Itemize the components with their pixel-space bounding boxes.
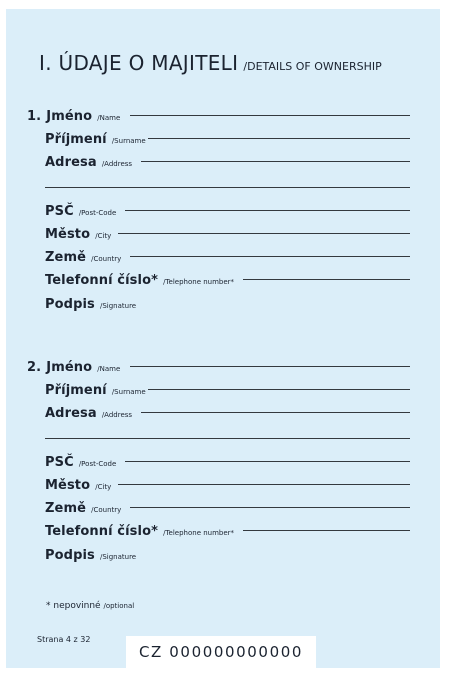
footnote-text: * nepovinné bbox=[46, 601, 101, 611]
owner1-number: 1. bbox=[27, 109, 42, 124]
owner1-phone-row[interactable] bbox=[6, 269, 440, 289]
owner1-signature-label: Podpis bbox=[45, 297, 95, 312]
owner1-address-label: Adresa bbox=[45, 155, 97, 170]
owner2-address-sublabel: /Address bbox=[101, 411, 133, 419]
owner2-surname-label: Příjmení bbox=[45, 383, 107, 398]
footnote-sublabel: /optional bbox=[103, 602, 135, 610]
owner2-address-line-2[interactable] bbox=[45, 438, 410, 439]
owner2-phone-row[interactable] bbox=[6, 520, 440, 540]
owner2-postcode-field[interactable] bbox=[125, 461, 410, 462]
owner2-phone-field[interactable] bbox=[243, 530, 410, 531]
owner1-name-row[interactable] bbox=[6, 105, 440, 125]
owner2-name-field[interactable] bbox=[130, 366, 410, 367]
owner2-phone-sublabel: /Telephone number* bbox=[163, 529, 235, 537]
owner2-address-label: Adresa bbox=[45, 406, 97, 421]
form-sheet bbox=[6, 9, 440, 668]
owner2-number: 2. bbox=[27, 360, 42, 375]
owner2-phone-label: Telefonní číslo* bbox=[45, 524, 158, 539]
owner1-surname-row[interactable] bbox=[6, 128, 440, 148]
owner1-postcode-field[interactable] bbox=[125, 210, 410, 211]
owner2-postcode-sublabel: /Post-Code bbox=[78, 460, 117, 468]
title-subtitle: /DETAILS OF OWNERSHIP bbox=[243, 60, 382, 73]
owner1-signature-sublabel: /Signature bbox=[99, 302, 137, 310]
owner1-city-row[interactable] bbox=[6, 223, 440, 243]
owner1-address-sublabel: /Address bbox=[101, 160, 133, 168]
document-code: CZ 000000000000 bbox=[126, 636, 316, 668]
owner1-country-field[interactable] bbox=[130, 256, 410, 257]
owner1-phone-label: Telefonní číslo* bbox=[45, 273, 158, 288]
page-title bbox=[39, 51, 382, 75]
owner2-surname-sublabel: /Surname bbox=[111, 388, 146, 396]
owner1-address-field[interactable] bbox=[141, 161, 410, 162]
owner1-country-row[interactable] bbox=[6, 246, 440, 266]
owner1-surname-sublabel: /Surname bbox=[111, 137, 146, 145]
owner1-city-label: Město bbox=[45, 227, 91, 242]
owner2-country-label: Země bbox=[45, 501, 87, 516]
owner2-postcode-label: PSČ bbox=[45, 455, 74, 470]
owner1-surname-label: Příjmení bbox=[45, 132, 107, 147]
owner2-city-label: Město bbox=[45, 478, 91, 493]
owner2-name-row[interactable] bbox=[6, 356, 440, 376]
owner2-country-field[interactable] bbox=[130, 507, 410, 508]
owner2-surname-field[interactable] bbox=[148, 389, 410, 390]
owner2-city-sublabel: /City bbox=[95, 483, 112, 491]
page-number: Strana 4 z 32 bbox=[37, 635, 91, 644]
owner1-postcode-label: PSČ bbox=[45, 204, 74, 219]
owner1-signature-row[interactable] bbox=[6, 293, 440, 313]
owner2-signature-row[interactable] bbox=[6, 544, 440, 564]
owner1-address-line-2[interactable] bbox=[45, 187, 410, 188]
owner2-postcode-row[interactable] bbox=[6, 451, 440, 471]
owner1-country-label: Země bbox=[45, 250, 87, 265]
owner2-name-label: Jméno bbox=[46, 360, 93, 375]
owner1-phone-sublabel: /Telephone number* bbox=[163, 278, 235, 286]
owner1-city-sublabel: /City bbox=[95, 232, 112, 240]
owner2-city-row[interactable] bbox=[6, 474, 440, 494]
owner2-address-row[interactable] bbox=[6, 402, 440, 422]
owner2-signature-label: Podpis bbox=[45, 548, 95, 563]
owner2-country-row[interactable] bbox=[6, 497, 440, 517]
owner1-city-field[interactable] bbox=[118, 233, 410, 234]
owner2-country-sublabel: /Country bbox=[91, 506, 122, 514]
owner1-country-sublabel: /Country bbox=[91, 255, 122, 263]
owner1-name-field[interactable] bbox=[130, 115, 410, 116]
owner1-address-row[interactable] bbox=[6, 151, 440, 171]
title-main: I. ÚDAJE O MAJITELI bbox=[39, 51, 239, 75]
owner2-address-field[interactable] bbox=[141, 412, 410, 413]
owner1-postcode-row[interactable] bbox=[6, 200, 440, 220]
owner1-name-label: Jméno bbox=[46, 109, 93, 124]
owner1-postcode-sublabel: /Post-Code bbox=[78, 209, 117, 217]
owner2-city-field[interactable] bbox=[118, 484, 410, 485]
owner2-surname-row[interactable] bbox=[6, 379, 440, 399]
owner1-phone-field[interactable] bbox=[243, 279, 410, 280]
owner2-name-sublabel: /Name bbox=[97, 365, 121, 373]
owner1-surname-field[interactable] bbox=[148, 138, 410, 139]
owner2-signature-sublabel: /Signature bbox=[99, 553, 137, 561]
footnote bbox=[46, 601, 134, 611]
owner1-name-sublabel: /Name bbox=[97, 114, 121, 122]
